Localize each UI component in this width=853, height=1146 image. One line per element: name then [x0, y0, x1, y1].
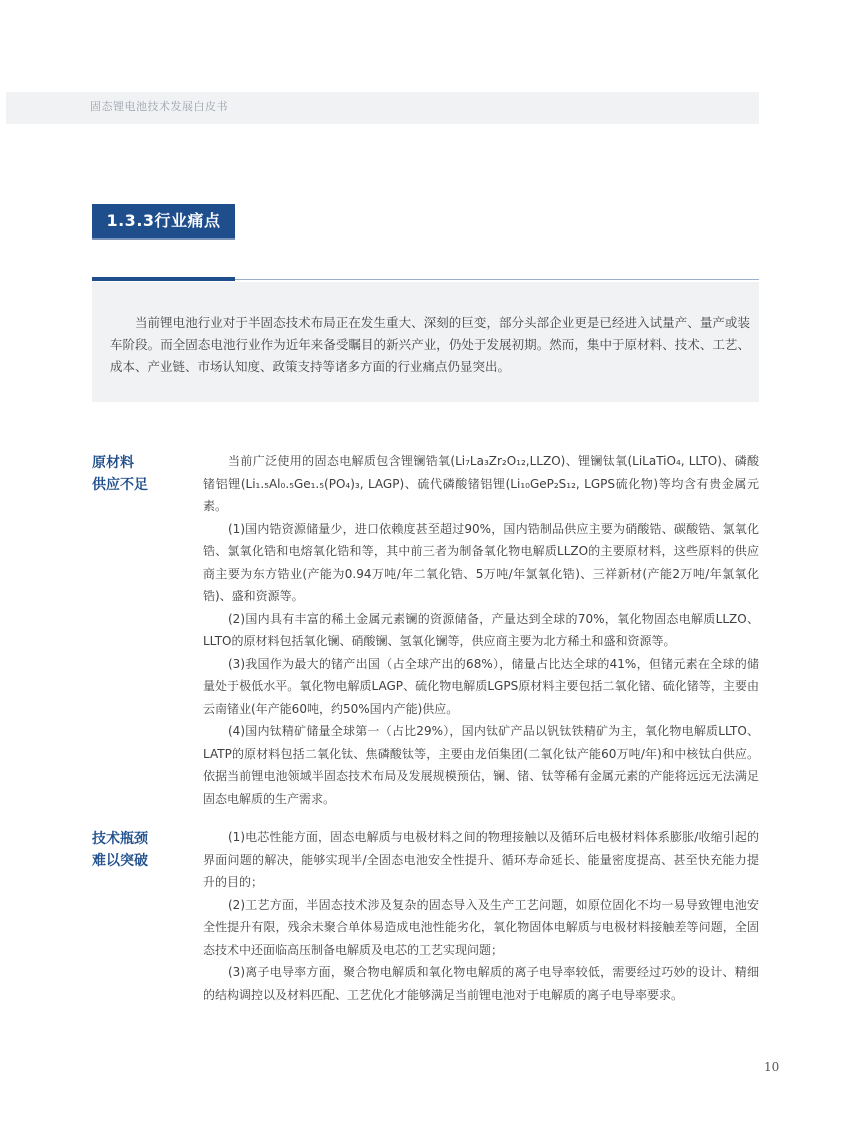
- section-title: 1.3.3行业痛点: [92, 204, 235, 238]
- block2-body: [203, 826, 759, 1006]
- block2-label-line2: 难以突破: [92, 853, 148, 869]
- page-number: 10: [764, 1060, 780, 1074]
- block1-paragraph: 当前广泛使用的固态电解质包含锂镧锆氧(Li₇La₃Zr₂O₁₂,LLZO)、锂镧钛氧(LiLaTiO₄, LLTO)、磷酸锗铝锂(Li₁.₅Al₀.₅Ge₁.₅(PO₄)₃, LAGP)、硫代磷酸锗铝锂(Li₁₀GeP₂S₁₂, LGPS硫化物)等均含有贵金属元素。: [203, 454, 759, 513]
- block2-paragraph: (3)离子电导率方面，聚合物电解质和氧化物电解质的离子电导率较低，需要经过巧妙的设计、精细的结构调控以及材料匹配、工艺优化才能够满足当前锂电池对于电解质的离子电导率要求。: [203, 965, 759, 1002]
- section-divider-accent: [92, 277, 235, 281]
- block2-paragraph: (1)电芯性能方面，固态电解质与电极材料之间的物理接触以及循环后电极材料体系膨胀/收缩引起的界面问题的解决，能够实现半/全固态电池安全性提升、循环寿命延长、能量密度提高、甚至快充能力提升的目的；: [203, 830, 759, 889]
- block2-label-line1: 技术瓶颈: [92, 831, 148, 847]
- block1-label: [92, 452, 172, 496]
- block1-paragraph: (4)国内钛精矿储量全球第一（占比29%），国内钛矿产品以钒钛铁精矿为主，氧化物电解质LLTO、LATP的原材料包括二氧化钛、焦磷酸钛等，主要由龙佰集团(二氧化钛产能60万吨/年)和中核钛白供应。依据当前锂电池领域半固态技术布局及发展规模预估，镧、锗、钛等稀有金属元素的产能将远远无法满足固态电解质的生产需求。: [203, 724, 759, 806]
- block2-paragraph: (2)工艺方面，半固态技术涉及复杂的固态导入及生产工艺问题，如原位固化不均一易导致锂电池安全性提升有限，残余未聚合单体易造成电池性能劣化，氧化物固体电解质与电极材料接触差等问题，全固态技术中还面临高压制备电解质及电芯的工艺实现问题；: [203, 897, 759, 957]
- block1-label-line2: 供应不足: [92, 477, 148, 493]
- document-title: 固态锂电池技术发展白皮书: [90, 100, 228, 113]
- block2-label: [92, 828, 172, 872]
- block1-paragraph: (1)国内锆资源储量少，进口依赖度甚至超过90%，国内锆制品供应主要为硝酸锆、碳酸锆、氯氧化锆、氯氧化锆和电熔氧化锆和等，其中前三者为制备氧化物电解质LLZO的主要原材料，这些原料的供应商主要为东方锆业(产能为0.94万吨/年二氧化锆、5万吨/年氯氧化锆)、三祥新材(产能2万吨/年氯氧化锆)、盛和资源等。: [203, 521, 759, 603]
- block1-paragraph: (3)我国作为最大的锗产出国（占全球产出的68%），储量占比达全球的41%，但锗元素在全球的储量处于极低水平。氧化物电解质LAGP、硫化物电解质LGPS原材料主要包括二氧化锗、硫化锗等，主要由云南锗业(年产能60吨，约50%国内产能)供应。: [203, 656, 759, 716]
- intro-paragraph: 当前锂电池行业对于半固态技术布局正在发生重大、深刻的巨变，部分头部企业更是已经进入试量产、量产或装车阶段。而全固态电池行业作为近年来备受瞩目的新兴产业，仍处于发展初期。然而，集中于原材料、技术、工艺、成本、产业链、市场认知度、政策支持等诸多方面的行业痛点仍显突出。: [110, 315, 750, 374]
- block1-label-line1: 原材料: [92, 455, 134, 471]
- block1-body: [203, 450, 759, 810]
- block1-paragraph: (2)国内具有丰富的稀土金属元素镧的资源储备，产量达到全球的70%，氧化物固态电解质LLZO、LLTO的原材料包括氧化镧、硝酸镧、氢氧化镧等，供应商主要为北方稀土和盛和资源等。: [203, 611, 759, 648]
